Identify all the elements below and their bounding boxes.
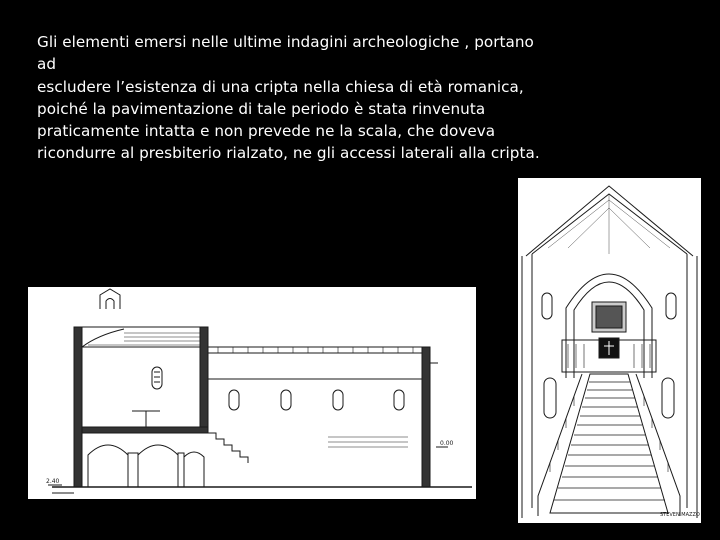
paragraph-line: ricondurre al presbiterio rialzato, ne gli accessi laterali alla cripta. [37, 144, 540, 163]
church-section-svg [28, 287, 476, 499]
artist-signature: STEVEN MAZZO [660, 512, 700, 518]
slide-paragraph [37, 31, 557, 165]
paragraph-line: praticamente intatta e non prevede ne la scala, che doveva [37, 122, 496, 141]
paragraph-line: escludere l’esistenza di una cripta nella chiesa di età romanica, [37, 77, 524, 96]
paragraph-line: Gli elementi emersi nelle ultime indagini archeologiche , portano ad [37, 33, 534, 74]
paragraph-line: poiché la pavimentazione di tale periodo è stata rinvenuta [37, 99, 486, 118]
level-label-1: 2.40 [46, 478, 60, 485]
stair-perspective-svg [518, 178, 701, 523]
level-label-0: 0.00 [440, 440, 454, 447]
stair-perspective-drawing [518, 178, 701, 523]
church-section-drawing [28, 287, 476, 499]
